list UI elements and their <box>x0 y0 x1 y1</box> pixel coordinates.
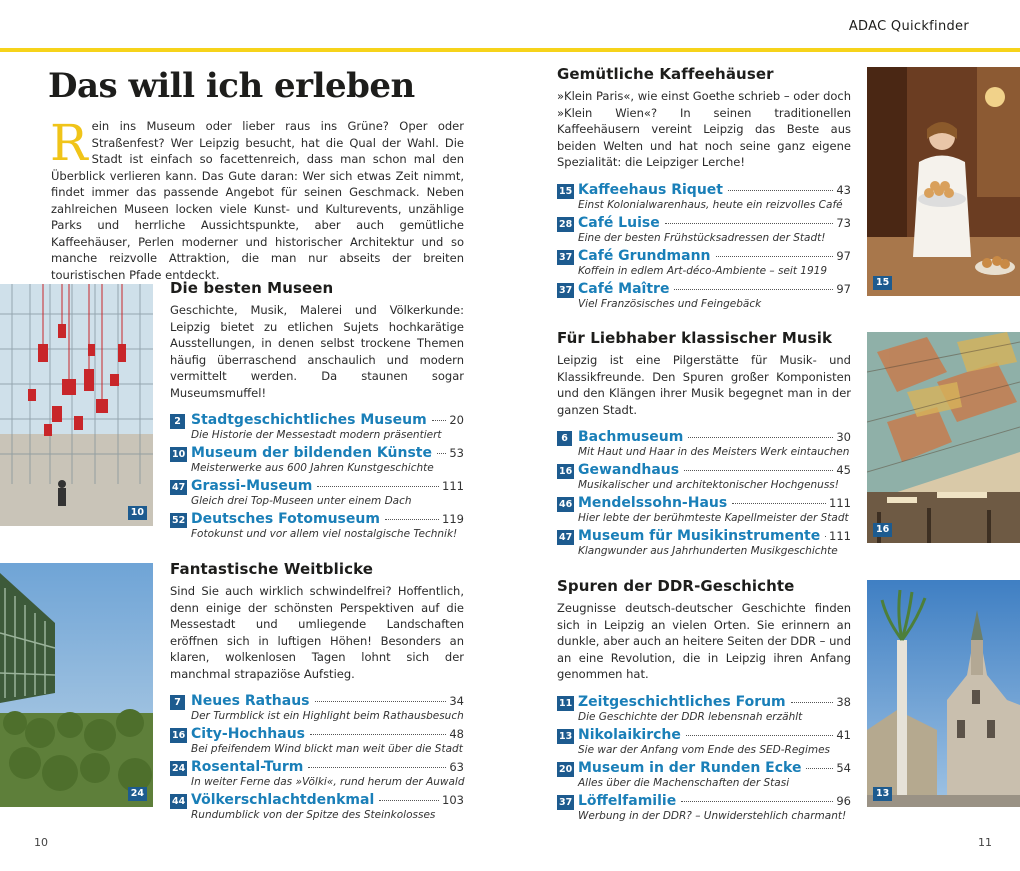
section-ddr <box>557 577 851 827</box>
list-item[interactable] <box>170 479 464 512</box>
entry-name[interactable]: Völkerschlachtdenkmal <box>191 792 375 808</box>
entry-name[interactable]: Museum der bildenden Künste <box>191 445 432 461</box>
list-item[interactable] <box>557 496 851 529</box>
entry-name[interactable]: City-Hochhaus <box>191 726 306 742</box>
location-number: 52 <box>172 515 186 526</box>
list-item[interactable] <box>557 529 851 562</box>
page-number-right: 11 <box>978 836 992 849</box>
location-number: 2 <box>170 414 185 429</box>
location-number: 7 <box>170 695 185 710</box>
music-photo <box>867 332 1020 543</box>
viewpoint-photo <box>0 563 153 807</box>
museum-photo <box>0 284 153 526</box>
page-number: 38 <box>836 694 851 709</box>
location-number: 28 <box>559 218 573 230</box>
section-musik <box>557 329 851 562</box>
section-musik-title: Für Liebhaber klassischer Musik <box>557 329 833 347</box>
page-number: 119 <box>442 512 464 526</box>
list-item[interactable] <box>557 216 851 249</box>
entry-description: Eine der besten Frühstücksadressen der Stadt! <box>578 231 826 244</box>
section-museen-list <box>170 413 464 545</box>
page-number: 48 <box>449 727 464 741</box>
entry-description: Einst Kolonialwarenhaus, heute ein reizvolles Café <box>578 198 843 211</box>
page-number: 111 <box>829 496 851 510</box>
list-item[interactable] <box>170 793 464 826</box>
entry-description: Mit Haut und Haar in des Meisters Werk eintauchen <box>578 446 850 458</box>
list-item[interactable] <box>557 282 851 315</box>
museum-photo-badge: 10 <box>128 506 147 520</box>
location-number: 37 <box>559 796 573 808</box>
page-number: 111 <box>829 529 851 543</box>
page-number: 111 <box>442 479 464 493</box>
location-number: 15 <box>559 185 573 197</box>
quickfinder-header: ADAC Quickfinder <box>848 19 969 34</box>
location-number: 6 <box>557 431 572 446</box>
section-ddr-title: Spuren der DDR-Geschichte <box>557 577 795 595</box>
section-musik-list <box>557 430 851 562</box>
entry-description: Fotokunst und vor allem viel nostalgische Technik! <box>191 528 458 540</box>
location-number: 46 <box>559 499 573 510</box>
entry-description: Alles über die Machenschaften der Stasi <box>578 776 790 789</box>
entry-description: Meisterwerke aus 600 Jahren Kunstgeschichte <box>191 462 434 474</box>
section-museen-text: Geschichte, Musik, Malerei und Völkerkunde: Leipzig bietet zu etlichen Sujets hochkarätige Ausstellungen, in denen selbst trockene Themen häufig überraschend anschaulich und modern vermittelt werden. Da staunen sogar Museumsmuffel! <box>170 303 464 400</box>
location-number: 24 <box>172 763 186 774</box>
section-musik-text: Leipzig ist eine Pilgerstätte für Musik- und Klassikfreunde. Den Spuren großer Komponisten und den Klängen ihrer Musik begegnet man in der ganzen Stadt. <box>557 353 851 417</box>
entry-name[interactable]: Zeitgeschichtliches Forum <box>578 693 786 710</box>
page-number: 45 <box>836 463 851 477</box>
section-ddr-list <box>557 695 851 827</box>
section-kaffee-title: Gemütliche Kaffeehäuser <box>557 65 774 83</box>
entry-description: Gleich drei Top-Museen unter einem Dach <box>191 495 412 507</box>
section-kaffee-text: »Klein Paris«, wie einst Goethe schrieb – oder doch »Klein Wien«? In seinen traditionellen Kaffeehäusern vereint Leipzig das Beste aus beiden Welten und hat noch seine ganz eigene Spezialität: die Leipziger Lerche! <box>557 89 852 169</box>
location-number: 47 <box>172 482 186 493</box>
entry-name[interactable]: Bachmuseum <box>578 429 684 445</box>
page-number: 63 <box>449 760 464 774</box>
location-number: 13 <box>559 730 573 742</box>
entry-description: Bei pfeifendem Wind blickt man weit über die Stadt <box>191 743 463 755</box>
location-number: 16 <box>559 466 573 477</box>
page-number: 43 <box>836 182 851 197</box>
section-museen <box>170 279 464 545</box>
list-item[interactable] <box>170 512 464 545</box>
entry-description: Klangwunder aus Jahrhunderten Musikgeschichte <box>578 545 838 557</box>
page-number: 97 <box>836 281 851 296</box>
list-item[interactable] <box>557 794 851 827</box>
page-number: 20 <box>449 413 464 427</box>
section-ddr-text: Zeugnisse deutsch-deutscher Geschichte finden sich in Leipzig an vielen Orten. Sie erinnern an dunkle, aber auch an heitere Seiten der DDR – und an eine Revolution, die in Leipzig ihren Anfang genommen hat. <box>557 601 851 681</box>
intro-text: ein ins Museum oder lieber raus ins Grüne? Oper oder Straßenfest? Wer Leipzig besucht, hat die Qual der Wahl. Die Stadt ist einfach so facettenreich, dass man schon mal den Überblick verlieren kann. Das Gute daran: Wer sich etwas Zeit nimmt, findet immer das passende Angebot für seinen Geschmack. Neben zahlreichen Museen locken viele Kunst- und Kulturevents, unzählige Parks und herrliche Aussichtspunkte, aber auch gemütliche Kaffeehäuser, Perlen moderner und historischer Architektur und so manche reizvolle Attraktion, die man nur abseits der breiten touristischen Pfade entdeckt. <box>51 119 464 282</box>
entry-description: Viel Französisches und Feingebäck <box>578 297 762 310</box>
viewpoint-photo-badge: 24 <box>128 787 147 801</box>
page-title: Das will ich erleben <box>48 66 415 106</box>
location-number: 37 <box>559 251 573 263</box>
location-number: 37 <box>559 284 573 296</box>
entry-name[interactable]: Gewandhaus <box>578 462 680 478</box>
page-number: 97 <box>836 248 851 263</box>
list-item[interactable] <box>170 446 464 479</box>
music-photo-badge: 16 <box>873 523 892 537</box>
entry-name[interactable]: Deutsches Fotomuseum <box>191 511 380 527</box>
page-number-left: 10 <box>34 836 48 849</box>
list-item[interactable] <box>557 463 851 496</box>
location-number: 44 <box>172 796 186 807</box>
section-weitblicke <box>170 560 464 826</box>
entry-name[interactable]: Museum für Musikinstrumente <box>578 528 821 544</box>
intro-dropcap: R <box>50 114 88 172</box>
entry-name[interactable]: Neues Rathaus <box>191 693 310 709</box>
page-number: 53 <box>449 446 464 460</box>
page-number: 96 <box>836 793 851 808</box>
entry-description: Musikalischer und architektonischer Hochgenuss! <box>578 479 839 491</box>
location-number: 16 <box>172 730 186 741</box>
entry-description: Die Geschichte der DDR lebensnah erzählt <box>578 710 803 723</box>
location-number: 47 <box>559 532 573 543</box>
cafe-photo-badge: 15 <box>873 276 892 290</box>
section-kaffee <box>557 65 851 315</box>
location-number: 11 <box>559 697 573 709</box>
entry-name[interactable]: Museum in der Runden Ecke <box>578 759 802 776</box>
entry-name[interactable]: Mendelssohn-Haus <box>578 495 728 511</box>
entry-name[interactable]: Grassi-Museum <box>191 478 313 494</box>
list-item[interactable] <box>170 413 464 446</box>
section-weitblicke-text: Sind Sie auch wirklich schwindelfrei? Hoffentlich, denn einige der schönsten Perspektiven auf die Messestadt und umliegende Landschaften eröffnen sich in luftigen Höhen! Besonders an klaren, wolkenlosen Tagen lohnt sich der manchmal strapaziöse Aufstieg. <box>170 584 464 681</box>
page-number: 54 <box>836 760 851 775</box>
ddr-photo-badge: 13 <box>873 787 892 801</box>
list-item[interactable] <box>170 694 464 727</box>
entry-name[interactable]: Café Luise <box>578 214 660 231</box>
entry-name[interactable]: Café Maître <box>578 280 670 297</box>
header-rule <box>0 48 1020 52</box>
entry-description: Hier lebte der berühmteste Kapellmeister der Stadt <box>578 512 849 524</box>
page-number: 73 <box>836 215 851 230</box>
entry-description: Rundumblick von der Spitze des Steinkolosses <box>191 809 436 821</box>
list-item[interactable] <box>170 760 464 793</box>
ddr-photo <box>867 580 1020 807</box>
page-number: 34 <box>449 694 464 708</box>
list-item[interactable] <box>557 695 851 728</box>
list-item[interactable] <box>557 728 851 761</box>
section-weitblicke-list <box>170 694 464 826</box>
entry-name[interactable]: Café Grundmann <box>578 247 711 264</box>
list-item[interactable] <box>170 727 464 760</box>
list-item[interactable] <box>557 183 851 216</box>
cafe-photo <box>867 67 1020 296</box>
section-weitblicke-title: Fantastische Weitblicke <box>170 560 374 578</box>
entry-description: Die Historie der Messestadt modern präsentiert <box>191 429 442 441</box>
section-museen-title: Die besten Museen <box>170 279 334 297</box>
entry-description: Der Turmblick ist ein Highlight beim Rathausbesuch <box>191 710 464 722</box>
entry-name[interactable]: Nikolaikirche <box>578 726 681 743</box>
location-number: 20 <box>559 763 573 775</box>
entry-description: In weiter Ferne das »Völki«, rund herum der Auwald <box>191 776 465 788</box>
entry-description: Sie war der Anfang vom Ende des SED-Regimes <box>578 743 831 756</box>
list-item[interactable] <box>557 430 851 463</box>
entry-name[interactable]: Kaffeehaus Riquet <box>578 181 723 198</box>
list-item[interactable] <box>557 249 851 282</box>
page-number: 30 <box>836 430 851 444</box>
entry-description: Werbung in der DDR? – Unwiderstehlich charmant! <box>578 809 847 822</box>
entry-name[interactable]: Löffelfamilie <box>578 792 677 809</box>
page-number: 103 <box>442 793 464 807</box>
page-number: 41 <box>836 727 851 742</box>
list-item[interactable] <box>557 761 851 794</box>
entry-name[interactable]: Rosental-Turm <box>191 759 304 775</box>
section-kaffee-list <box>557 183 851 315</box>
intro-paragraph <box>50 114 464 283</box>
entry-name[interactable]: Stadtgeschichtliches Museum <box>191 412 427 428</box>
location-number: 10 <box>172 449 186 460</box>
entry-description: Koffein in edlem Art-déco-Ambiente – seit 1919 <box>578 264 828 277</box>
